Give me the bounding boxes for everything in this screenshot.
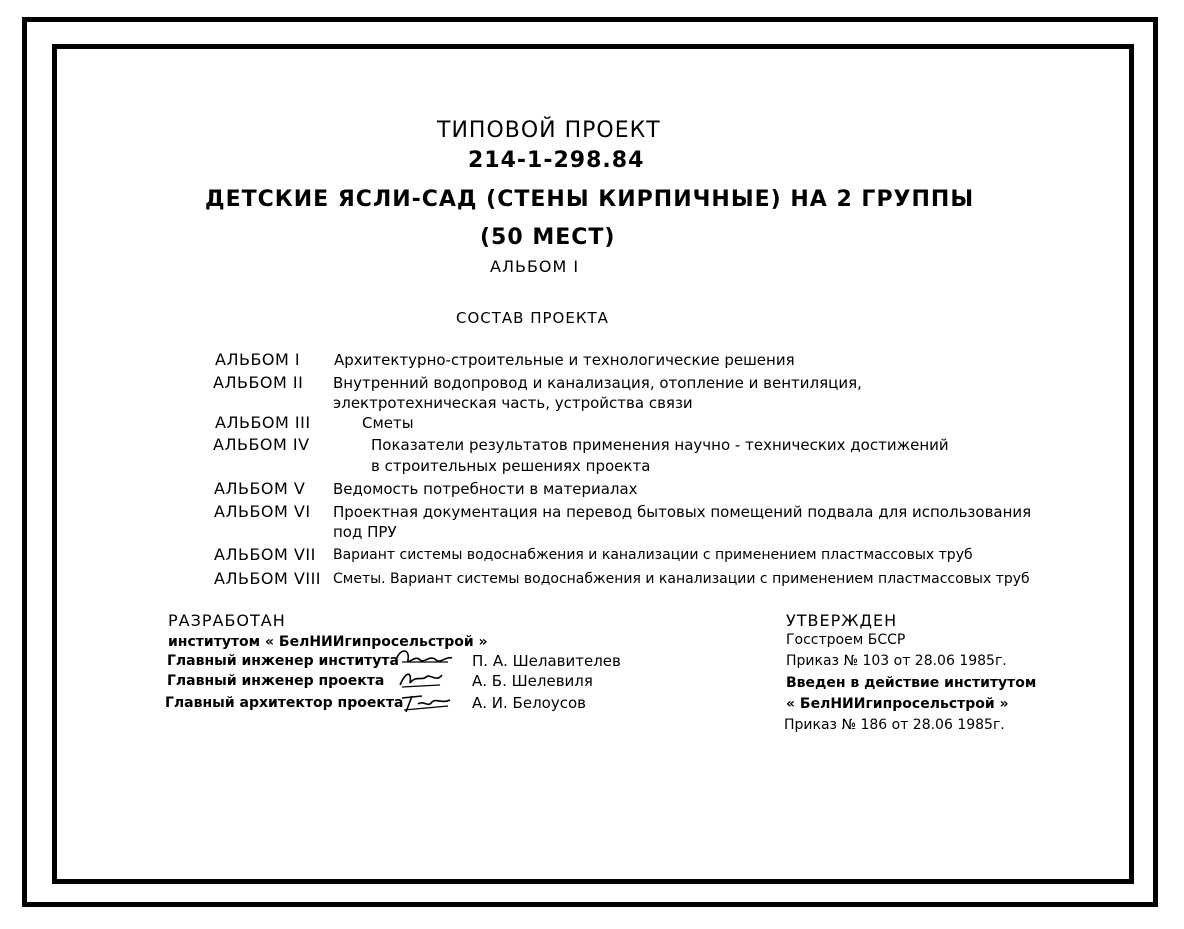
album-description: в строительных решениях проекта xyxy=(371,457,651,475)
approval-line: Госстроем БССР xyxy=(786,632,906,648)
album-description: под ПРУ xyxy=(333,523,397,541)
signature-image xyxy=(396,667,446,691)
approval-line: Приказ № 186 от 28.06 1985г. xyxy=(784,717,1005,733)
signer-role: Главный архитектор проекта xyxy=(165,695,404,711)
album-description: Архитектурно-строительные и технологические решения xyxy=(334,351,795,369)
album-description: Сметы. Вариант системы водоснабжения и канализации с применением пластмассовых труб xyxy=(333,571,1030,587)
album-description: Сметы xyxy=(362,414,414,432)
approval-line: Введен в действие институтом xyxy=(786,675,1037,691)
album-description: Ведомость потребности в материалах xyxy=(333,480,638,498)
album-description: Внутренний водопровод и канализация, отопление и вентиляция, xyxy=(333,374,862,392)
album-description: Показатели результатов применения научно - технических достижений xyxy=(371,436,949,454)
signer-role: Главный инженер проекта xyxy=(167,673,385,689)
composition-heading: СОСТАВ ПРОЕКТА xyxy=(456,309,609,327)
approval-line: « БелНИИгипросельстрой » xyxy=(786,696,1009,712)
signer-name: А. Б. Шелевиля xyxy=(472,672,593,690)
album-label: АЛЬБОМ I xyxy=(215,350,301,369)
album-label: АЛЬБОМ VI xyxy=(214,502,311,521)
project-capacity: (50 МЕСТ) xyxy=(480,225,616,250)
signature-image xyxy=(398,690,454,716)
album-label: АЛЬБОМ III xyxy=(215,413,311,432)
developed-heading: РАЗРАБОТАН xyxy=(168,611,286,630)
album-description: электротехническая часть, устройства связи xyxy=(333,394,693,412)
album-description: Проектная документация на перевод бытовых помещений подвала для использования xyxy=(333,503,1032,521)
project-code: 214-1-298.84 xyxy=(468,148,645,173)
album-label: АЛЬБОМ IV xyxy=(213,435,310,454)
album-number: АЛЬБОМ I xyxy=(490,257,580,276)
album-description: Вариант системы водоснабжения и канализации с применением пластмассовых труб xyxy=(333,547,973,563)
signer-name: П. А. Шелавителев xyxy=(472,652,621,670)
album-label: АЛЬБОМ II xyxy=(213,373,304,392)
album-label: АЛЬБОМ VII xyxy=(214,545,316,564)
approval-line: Приказ № 103 от 28.06 1985г. xyxy=(786,653,1007,669)
project-title: ДЕТСКИЕ ЯСЛИ-САД (СТЕНЫ КИРПИЧНЫЕ) НА 2 ГРУППЫ xyxy=(205,187,975,212)
approved-heading: УТВЕРЖДЕН xyxy=(786,611,898,630)
album-label: АЛЬБОМ VIII xyxy=(214,569,322,588)
signer-role: Главный инженер института xyxy=(167,653,399,669)
signer-name: А. И. Белоусов xyxy=(472,694,586,712)
album-label: АЛЬБОМ V xyxy=(214,479,306,498)
document-type: ТИПОВОЙ ПРОЕКТ xyxy=(437,118,661,143)
developer-institute: институтом « БелНИИгипросельстрой » xyxy=(168,634,488,650)
